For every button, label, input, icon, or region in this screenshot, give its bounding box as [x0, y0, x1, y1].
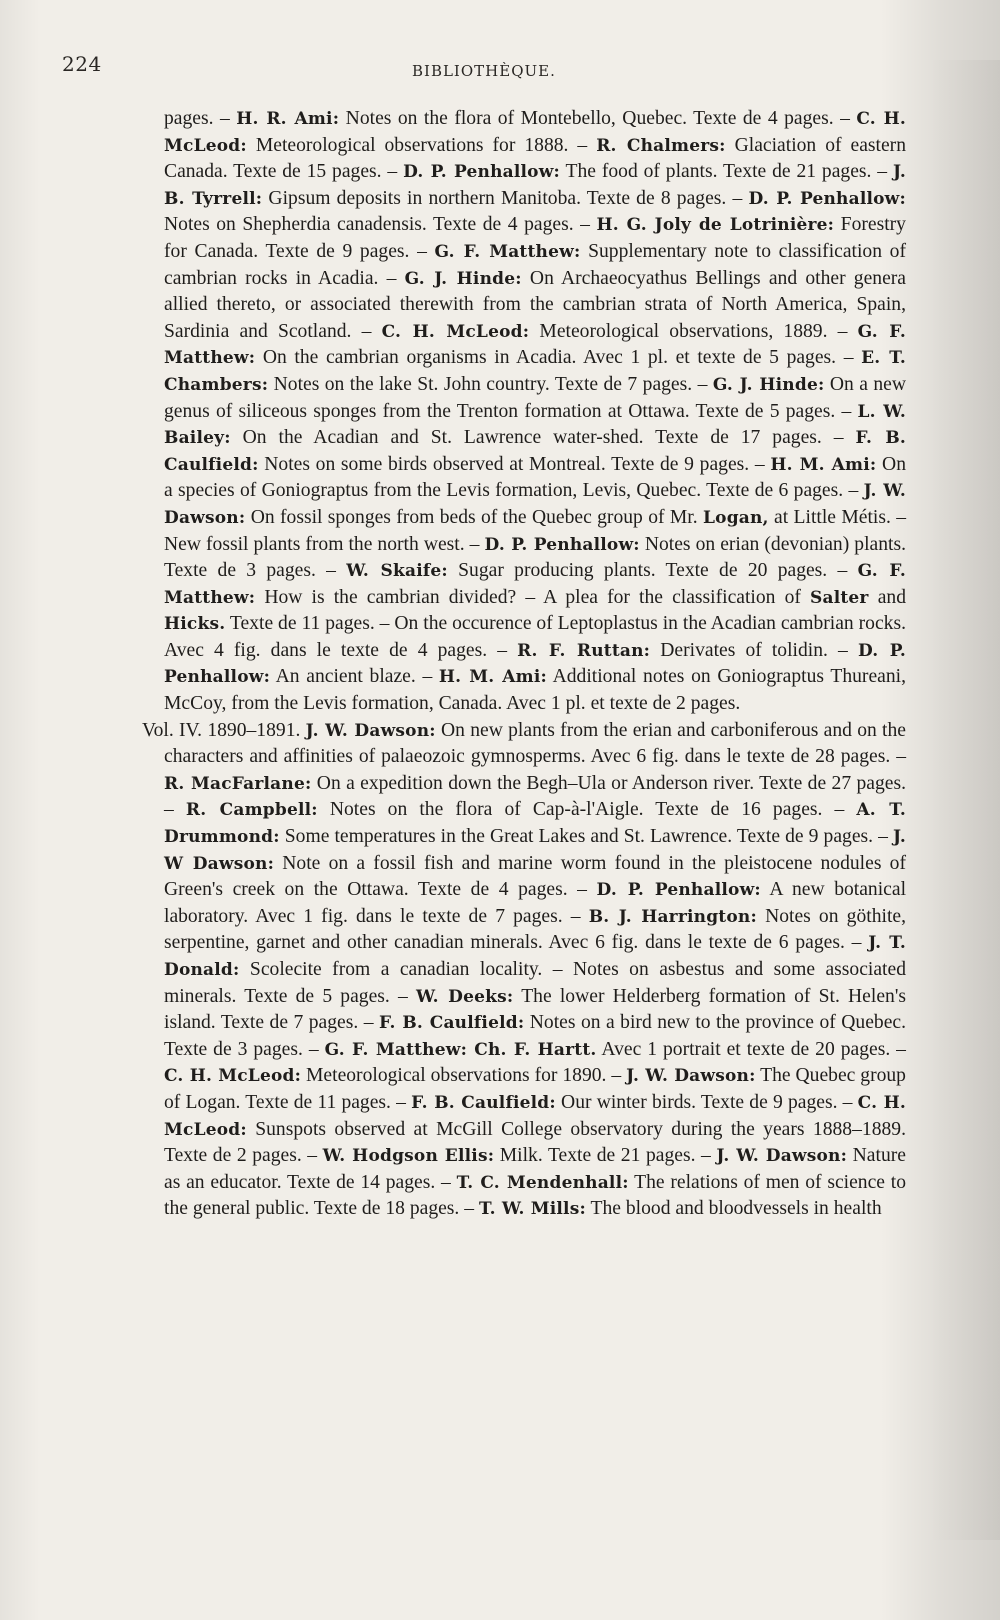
author-name: Hicks.	[164, 614, 226, 635]
entry-text: Notes on Shepherdia canadensis. Texte de 4 pages. –	[164, 214, 597, 236]
author-name: W. Hodgson Ellis:	[322, 1146, 495, 1167]
author-name: D. P. Penhallow:	[403, 162, 561, 183]
entry-text: Notes on the flora of Montebello, Quebec. Texte de 4 pages. –	[339, 108, 857, 129]
entry-text: The relations of men of science to the general public. Texte de 18 pages. –	[164, 1171, 907, 1220]
entry-text: Notes on the flora of Cap-à-l'Aigle. Texte de 16 pages. –	[317, 799, 857, 821]
continued-entry	[164, 106, 906, 718]
entry-text: and	[868, 586, 906, 608]
author-name: H. G. Joly de Lotrinière:	[596, 215, 835, 236]
author-name: C. H. McLeod:	[164, 109, 906, 156]
entry-text: Notes on göthite, serpentine, garnet and other canadian minerals. Avec 6 fig. dans le texte de 6 pages. –	[164, 905, 906, 954]
bibliography-text	[142, 106, 907, 1223]
entry-text: Texte de 11 pages. – On the occurence of Leptoplastus in the Acadian cambrian rocks. Avec 4 fig. dans le texte de 4 pages. –	[164, 613, 906, 661]
entry-text: On the cambrian organisms in Acadia. Avec 1 pl. et texte de 5 pages. –	[255, 347, 862, 369]
entry-text: Our winter birds. Texte de 9 pages. –	[555, 1091, 858, 1113]
author-name: C. H. McLeod:	[164, 1092, 906, 1140]
author-name: F. B. Caulfield:	[164, 428, 907, 475]
entry-text: An ancient blaze. –	[270, 666, 439, 688]
entry-text: Notes on the lake St. John country. Texte de 7 pages. –	[268, 373, 713, 395]
author-name: R. F. Ruttan:	[517, 640, 651, 661]
entry-text: Additional notes on Goniograptus Thureani, McCoy, from the Levis formation, Canada. Avec 1 pl. et texte de 2 pages.	[164, 666, 906, 715]
author-name: J. W Dawson:	[164, 827, 906, 874]
entry-text: Notes on a bird new to the province of Quebec. Texte de 3 pages. –	[164, 1012, 906, 1060]
entry-text: Some temperatures in the Great Lakes and St. Lawrence. Texte de 9 pages. –	[279, 826, 893, 848]
facing-page-shadow	[930, 60, 1000, 1540]
author-name: J. T. Donald:	[164, 933, 906, 980]
author-name: J. W. Dawson:	[305, 720, 436, 741]
entry-text: Milk. Texte de 21 pages. –	[494, 1145, 717, 1167]
entry-text: Vol. IV. 1890–1891.	[142, 719, 306, 741]
author-name: R. Campbell:	[185, 800, 318, 821]
author-name: H. R. Ami:	[236, 109, 340, 129]
entry-text: Scolecite from a canadian locality. – Notes on asbestus and some associated minerals. Texte de 5 pages. –	[164, 959, 906, 1007]
author-name: F. B. Caulfield:	[379, 1013, 525, 1034]
volume-entry	[142, 718, 907, 1223]
author-name: H. M. Ami:	[770, 454, 877, 475]
entry-text: Forestry for Canada. Texte de 9 pages. –	[164, 214, 906, 262]
author-name: G. F. Matthew: Ch. F. Hartt.	[324, 1039, 597, 1060]
entry-text: Meteorological observations for 1890. –	[301, 1065, 627, 1087]
author-name: D. P. Penhallow:	[748, 188, 906, 209]
entry-text: Glaciation of eastern Canada. Texte de 15 pages. –	[164, 134, 907, 183]
entry-text: Notes on erian (devonian) plants. Texte de 3 pages. –	[164, 533, 906, 582]
author-name: C. H. McLeod:	[164, 1066, 302, 1087]
author-name: C. H. McLeod:	[381, 321, 530, 342]
author-name: J. W. Dawson:	[626, 1066, 756, 1087]
entry-text: A new botanical laboratory. Avec 1 fig. dans le texte de 7 pages. –	[164, 879, 907, 927]
author-name: G. F. Matthew:	[164, 321, 906, 369]
entry-text: On fossil sponges from beds of the Quebec group of Mr.	[245, 506, 703, 528]
entry-text: pages. –	[164, 108, 237, 129]
entry-text: On the Acadian and St. Lawrence water-shed. Texte de 17 pages. –	[230, 427, 856, 449]
entry-text: Avec 1 portrait et texte de 20 pages. –	[596, 1038, 906, 1060]
entry-text: On new plants from the erian and carboniferous and on the characters and affinities of palaeozoic gymnosperms. Avec 6 fig. dans le texte de 28 pages. –	[164, 719, 906, 768]
entry-text: Notes on some birds observed at Montreal. Texte de 9 pages. –	[258, 453, 771, 475]
author-name: J. W. Dawson:	[716, 1146, 848, 1167]
running-head: BIBLIOTHÈQUE.	[412, 62, 556, 80]
entry-text: Sugar producing plants. Texte de 20 pages. –	[447, 560, 858, 582]
author-name: G. J. Hinde:	[712, 374, 825, 395]
author-name: D. P. Penhallow:	[484, 534, 640, 555]
author-name: G. F. Matthew:	[434, 241, 581, 262]
author-name: W. Deeks:	[416, 986, 514, 1007]
entry-text: Gipsum deposits in northern Manitoba. Texte de 8 pages. –	[262, 187, 749, 209]
entry-text: Derivates of tolidin. –	[650, 639, 858, 661]
entry-text: The blood and bloodvessels in health	[585, 1198, 882, 1220]
page-number: 224	[62, 52, 102, 76]
author-name: Salter	[810, 587, 869, 608]
author-name: D. P. Penhallow:	[164, 640, 907, 688]
author-name: T. C. Mendenhall:	[456, 1172, 629, 1193]
entry-text: The food of plants. Texte de 21 pages. –	[560, 161, 893, 183]
author-name: F. B. Caulfield:	[411, 1092, 556, 1113]
entry-text: On a new genus of siliceous sponges from the Trenton formation at Ottawa. Texte de 5 pages. –	[164, 373, 906, 422]
entry-text: Supplementary note to classification of cambrian rocks in Acadia. –	[164, 240, 906, 289]
entry-text: Note on a fossil fish and marine worm found in the pleistocene nodules of Green's creek on the Ottawa. Texte de 4 pages. –	[164, 852, 906, 901]
author-name: R. Chalmers:	[596, 135, 726, 156]
author-name: J. W. Dawson:	[164, 481, 906, 528]
author-name: G. F. Matthew:	[164, 561, 906, 608]
entry-text: How is the cambrian divided? – A plea for the classification of	[255, 586, 811, 608]
entry-text: Nature as an educator. Texte de 14 pages. –	[164, 1145, 906, 1193]
author-name: Logan,	[703, 507, 769, 528]
entry-text: On Archaeocyathus Bellings and other genera allied thereto, or associated therewith from the cambrian strata of North America, Spain, Sardinia and Scotland. –	[164, 267, 906, 342]
author-name: W. Skaife:	[346, 561, 448, 582]
author-name: D. P. Penhallow:	[596, 880, 761, 901]
author-name: A. T. Drummond:	[164, 800, 906, 848]
entry-text: Sunspots observed at McGill College observatory during the years 1888–1889. Texte de 2 pages. –	[164, 1118, 906, 1167]
author-name: J. B. Tyrrell:	[164, 162, 906, 209]
author-name: H. M. Ami:	[438, 667, 547, 688]
entry-text: The Quebec group of Logan. Texte de 11 pages. –	[164, 1065, 906, 1113]
author-name: L. W. Bailey:	[164, 401, 906, 449]
entry-text: Meteorological observations, 1889. –	[529, 320, 858, 342]
author-name: R. MacFarlane:	[164, 773, 312, 794]
entry-text: On a expedition down the Begh–Ula or Anderson river. Texte de 27 pages. –	[164, 772, 906, 821]
entry-text: On a species of Goniograptus from the Levis formation, Levis, Quebec. Texte de 6 pages. –	[164, 453, 906, 502]
author-name: E. T. Chambers:	[164, 348, 906, 395]
entry-text: Meteorological observations for 1888. –	[246, 134, 597, 156]
entry-text: at Little Métis. – New fossil plants from the north west. –	[164, 506, 906, 555]
author-name: T. W. Mills:	[478, 1199, 586, 1220]
entry-text: The lower Helderberg formation of St. Helen's island. Texte de 7 pages. –	[164, 985, 906, 1034]
author-name: G. J. Hinde:	[404, 268, 522, 289]
author-name: B. J. Harrington:	[588, 906, 757, 927]
